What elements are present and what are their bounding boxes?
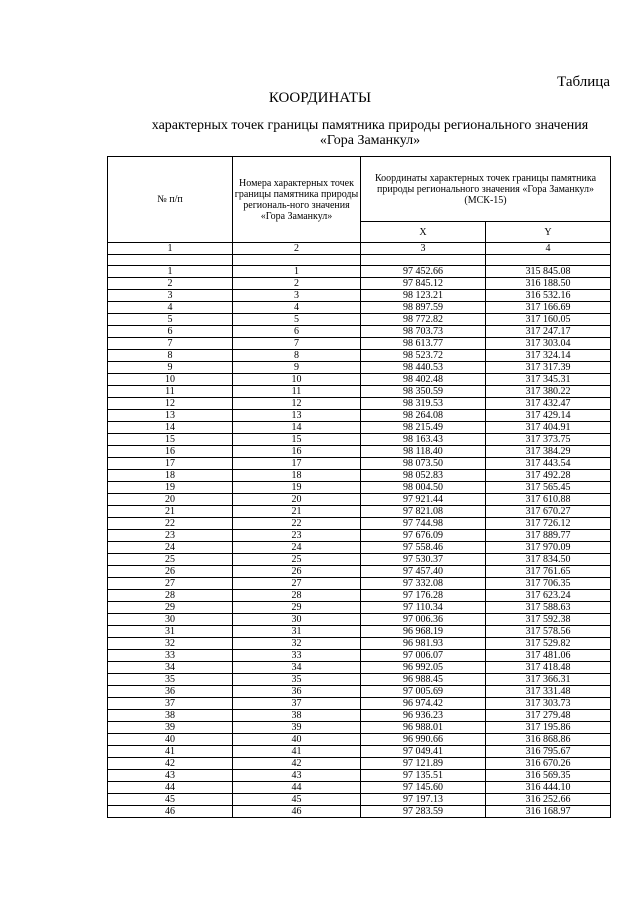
cell-point-number: 36 (233, 686, 361, 698)
cell-row-number: 1 (108, 266, 233, 278)
cell-y: 316 168.97 (486, 806, 611, 818)
cell-x: 98 264.08 (361, 410, 486, 422)
cell-point-number: 1 (233, 266, 361, 278)
cell-point-number: 7 (233, 338, 361, 350)
cell-y: 317 889.77 (486, 530, 611, 542)
cell-point-number: 8 (233, 350, 361, 362)
cell-point-number: 18 (233, 470, 361, 482)
cell-point-number: 2 (233, 278, 361, 290)
cell-point-number: 4 (233, 302, 361, 314)
cell-point-number: 32 (233, 638, 361, 650)
cell-x: 98 004.50 (361, 482, 486, 494)
cell-point-number: 21 (233, 506, 361, 518)
cell-row-number: 36 (108, 686, 233, 698)
cell-x: 96 988.45 (361, 674, 486, 686)
cell-row-number: 38 (108, 710, 233, 722)
table-row (108, 494, 611, 506)
cell-row-number: 19 (108, 482, 233, 494)
table-row (108, 374, 611, 386)
cell-x: 97 921.44 (361, 494, 486, 506)
cell-y: 315 845.08 (486, 266, 611, 278)
cell-row-number: 21 (108, 506, 233, 518)
cell-row-number: 4 (108, 302, 233, 314)
cell-point-number: 38 (233, 710, 361, 722)
document-subtitle (90, 118, 640, 148)
cell-point-number: 44 (233, 782, 361, 794)
cell-point-number: 22 (233, 518, 361, 530)
cell-row-number: 23 (108, 530, 233, 542)
cell-row-number: 26 (108, 566, 233, 578)
cell-point-number: 16 (233, 446, 361, 458)
cell-row-number: 39 (108, 722, 233, 734)
cell-row-number: 46 (108, 806, 233, 818)
table-row (108, 662, 611, 674)
cell-y: 316 532.16 (486, 290, 611, 302)
table-row (108, 278, 611, 290)
table-row (108, 710, 611, 722)
cell-x: 98 613.77 (361, 338, 486, 350)
cell-y: 317 303.04 (486, 338, 611, 350)
cell-point-number: 31 (233, 626, 361, 638)
cell-y: 317 345.31 (486, 374, 611, 386)
table-row (108, 518, 611, 530)
cell-row-number: 18 (108, 470, 233, 482)
table-row (108, 338, 611, 350)
table-row (108, 506, 611, 518)
cell-x: 96 992.05 (361, 662, 486, 674)
table-row (108, 758, 611, 770)
table-row (108, 674, 611, 686)
column-index: 4 (486, 243, 611, 255)
cell-row-number: 13 (108, 410, 233, 422)
table-row (108, 302, 611, 314)
table-row (108, 746, 611, 758)
cell-y: 317 404.91 (486, 422, 611, 434)
cell-y: 316 188.50 (486, 278, 611, 290)
cell-x: 98 523.72 (361, 350, 486, 362)
cell-y: 317 726.12 (486, 518, 611, 530)
table-row (108, 410, 611, 422)
cell-y: 317 610.88 (486, 494, 611, 506)
table-row (108, 482, 611, 494)
cell-point-number: 12 (233, 398, 361, 410)
cell-point-number: 3 (233, 290, 361, 302)
header-y: Y (486, 222, 611, 243)
cell-point-number: 34 (233, 662, 361, 674)
table-row (108, 782, 611, 794)
cell-y: 317 588.63 (486, 602, 611, 614)
table-row (108, 722, 611, 734)
cell-x: 97 558.46 (361, 542, 486, 554)
cell-row-number: 5 (108, 314, 233, 326)
table-row (108, 290, 611, 302)
cell-y: 317 565.45 (486, 482, 611, 494)
cell-x: 96 968.19 (361, 626, 486, 638)
cell-y: 317 303.73 (486, 698, 611, 710)
table-row (108, 770, 611, 782)
table-row (108, 554, 611, 566)
cell-row-number: 33 (108, 650, 233, 662)
cell-point-number: 23 (233, 530, 361, 542)
cell-row-number: 16 (108, 446, 233, 458)
cell-x: 98 073.50 (361, 458, 486, 470)
cell-point-number: 39 (233, 722, 361, 734)
cell-point-number: 5 (233, 314, 361, 326)
cell-row-number: 22 (108, 518, 233, 530)
header-row-number: № п/п (108, 157, 233, 243)
cell-y: 317 324.14 (486, 350, 611, 362)
cell-row-number: 40 (108, 734, 233, 746)
table-row (108, 794, 611, 806)
cell-y: 317 623.24 (486, 590, 611, 602)
table-row (108, 626, 611, 638)
cell-point-number: 20 (233, 494, 361, 506)
cell-x: 97 005.69 (361, 686, 486, 698)
cell-x: 97 845.12 (361, 278, 486, 290)
table-row (108, 686, 611, 698)
cell-row-number: 27 (108, 578, 233, 590)
cell-x: 97 283.59 (361, 806, 486, 818)
cell-point-number: 26 (233, 566, 361, 578)
table-row (108, 458, 611, 470)
cell-x: 97 530.37 (361, 554, 486, 566)
cell-point-number: 41 (233, 746, 361, 758)
cell-point-number: 33 (233, 650, 361, 662)
table-row (108, 434, 611, 446)
cell-x: 97 121.89 (361, 758, 486, 770)
cell-row-number: 3 (108, 290, 233, 302)
cell-row-number: 6 (108, 326, 233, 338)
cell-row-number: 11 (108, 386, 233, 398)
cell-point-number: 11 (233, 386, 361, 398)
cell-x: 98 052.83 (361, 470, 486, 482)
cell-x: 96 988.01 (361, 722, 486, 734)
cell-y: 316 670.26 (486, 758, 611, 770)
cell-x: 97 049.41 (361, 746, 486, 758)
cell-y: 317 279.48 (486, 710, 611, 722)
cell-row-number: 10 (108, 374, 233, 386)
table-row (108, 698, 611, 710)
cell-y: 317 481.06 (486, 650, 611, 662)
cell-y: 316 252.66 (486, 794, 611, 806)
cell-y: 317 373.75 (486, 434, 611, 446)
cell-y: 316 569.35 (486, 770, 611, 782)
cell-row-number: 24 (108, 542, 233, 554)
table-row (108, 314, 611, 326)
cell-y: 317 366.31 (486, 674, 611, 686)
cell-point-number: 14 (233, 422, 361, 434)
table-label: Таблица (557, 74, 610, 90)
document-title: КООРДИНАТЫ (268, 90, 372, 106)
cell-point-number: 30 (233, 614, 361, 626)
cell-row-number: 12 (108, 398, 233, 410)
cell-x: 98 319.53 (361, 398, 486, 410)
cell-x: 96 990.66 (361, 734, 486, 746)
cell-y: 316 868.86 (486, 734, 611, 746)
cell-y: 317 761.65 (486, 566, 611, 578)
table-row (108, 422, 611, 434)
table-row (108, 326, 611, 338)
cell-row-number: 41 (108, 746, 233, 758)
table-row (108, 650, 611, 662)
table-row (108, 530, 611, 542)
cell-y: 317 592.38 (486, 614, 611, 626)
cell-row-number: 37 (108, 698, 233, 710)
cell-y: 317 384.29 (486, 446, 611, 458)
column-index: 3 (361, 243, 486, 255)
cell-x: 97 110.34 (361, 602, 486, 614)
cell-y: 317 317.39 (486, 362, 611, 374)
cell-x: 97 332.08 (361, 578, 486, 590)
header-x: X (361, 222, 486, 243)
cell-row-number: 32 (108, 638, 233, 650)
cell-row-number: 43 (108, 770, 233, 782)
cell-x: 98 350.59 (361, 386, 486, 398)
header-coordinates: Координаты характерных точек границы памятника природы регионального значения «Гора Заманкул» (МСК-15) (361, 157, 611, 222)
cell-row-number: 44 (108, 782, 233, 794)
cell-x: 98 215.49 (361, 422, 486, 434)
cell-y: 317 195.86 (486, 722, 611, 734)
table-row (108, 386, 611, 398)
cell-point-number: 9 (233, 362, 361, 374)
cell-y: 317 670.27 (486, 506, 611, 518)
cell-x: 97 145.60 (361, 782, 486, 794)
cell-x: 97 006.36 (361, 614, 486, 626)
blank-row (108, 255, 611, 266)
cell-point-number: 35 (233, 674, 361, 686)
table-row (108, 578, 611, 590)
cell-row-number: 7 (108, 338, 233, 350)
cell-y: 316 795.67 (486, 746, 611, 758)
cell-x: 97 457.40 (361, 566, 486, 578)
cell-point-number: 42 (233, 758, 361, 770)
cell-point-number: 17 (233, 458, 361, 470)
cell-y: 317 247.17 (486, 326, 611, 338)
column-index: 1 (108, 243, 233, 255)
cell-row-number: 9 (108, 362, 233, 374)
cell-y: 317 443.54 (486, 458, 611, 470)
cell-point-number: 37 (233, 698, 361, 710)
cell-y: 317 492.28 (486, 470, 611, 482)
cell-x: 98 703.73 (361, 326, 486, 338)
cell-y: 317 529.82 (486, 638, 611, 650)
cell-x: 97 821.08 (361, 506, 486, 518)
cell-row-number: 34 (108, 662, 233, 674)
cell-row-number: 35 (108, 674, 233, 686)
cell-point-number: 19 (233, 482, 361, 494)
cell-x: 98 402.48 (361, 374, 486, 386)
cell-x: 97 176.28 (361, 590, 486, 602)
cell-x: 98 772.82 (361, 314, 486, 326)
cell-row-number: 17 (108, 458, 233, 470)
table-row (108, 350, 611, 362)
cell-x: 98 440.53 (361, 362, 486, 374)
table-row (108, 470, 611, 482)
cell-y: 317 418.48 (486, 662, 611, 674)
table-row (108, 614, 611, 626)
cell-x: 98 123.21 (361, 290, 486, 302)
cell-row-number: 42 (108, 758, 233, 770)
cell-y: 317 166.69 (486, 302, 611, 314)
table-row (108, 590, 611, 602)
cell-point-number: 13 (233, 410, 361, 422)
cell-point-number: 15 (233, 434, 361, 446)
cell-y: 317 429.14 (486, 410, 611, 422)
cell-y: 317 160.05 (486, 314, 611, 326)
table-row (108, 638, 611, 650)
cell-point-number: 45 (233, 794, 361, 806)
table-row (108, 806, 611, 818)
cell-row-number: 2 (108, 278, 233, 290)
cell-point-number: 10 (233, 374, 361, 386)
cell-row-number: 31 (108, 626, 233, 638)
cell-point-number: 25 (233, 554, 361, 566)
cell-x: 98 118.40 (361, 446, 486, 458)
cell-x: 97 744.98 (361, 518, 486, 530)
cell-row-number: 8 (108, 350, 233, 362)
table-row (108, 266, 611, 278)
column-index-row (108, 243, 611, 255)
table-row (108, 734, 611, 746)
table-row (108, 566, 611, 578)
cell-row-number: 45 (108, 794, 233, 806)
cell-row-number: 29 (108, 602, 233, 614)
cell-y: 317 578.56 (486, 626, 611, 638)
cell-point-number: 43 (233, 770, 361, 782)
cell-x: 98 163.43 (361, 434, 486, 446)
table-body (108, 266, 611, 818)
cell-x: 97 676.09 (361, 530, 486, 542)
cell-row-number: 30 (108, 614, 233, 626)
subtitle-line-2: «Гора Заманкул» (319, 133, 421, 148)
cell-row-number: 15 (108, 434, 233, 446)
table-row (108, 362, 611, 374)
table-row (108, 398, 611, 410)
cell-row-number: 25 (108, 554, 233, 566)
cell-x: 97 452.66 (361, 266, 486, 278)
cell-row-number: 28 (108, 590, 233, 602)
cell-y: 317 834.50 (486, 554, 611, 566)
cell-x: 98 897.59 (361, 302, 486, 314)
cell-y: 317 331.48 (486, 686, 611, 698)
cell-point-number: 6 (233, 326, 361, 338)
cell-y: 317 970.09 (486, 542, 611, 554)
cell-point-number: 24 (233, 542, 361, 554)
cell-y: 317 380.22 (486, 386, 611, 398)
cell-point-number: 28 (233, 590, 361, 602)
cell-x: 96 974.42 (361, 698, 486, 710)
cell-y: 316 444.10 (486, 782, 611, 794)
cell-x: 97 197.13 (361, 794, 486, 806)
cell-x: 97 006.07 (361, 650, 486, 662)
cell-point-number: 27 (233, 578, 361, 590)
cell-y: 317 432.47 (486, 398, 611, 410)
subtitle-line-1: характерных точек границы памятника природы регионального значения (151, 118, 589, 133)
table-row (108, 602, 611, 614)
cell-x: 96 981.93 (361, 638, 486, 650)
cell-row-number: 14 (108, 422, 233, 434)
header-point-number: Номера характерных точек границы памятника природы региональ-ного значения «Гора Заманкул» (233, 157, 361, 243)
table-row (108, 542, 611, 554)
table-row (108, 446, 611, 458)
coordinates-table (107, 156, 611, 818)
cell-x: 97 135.51 (361, 770, 486, 782)
cell-point-number: 40 (233, 734, 361, 746)
cell-x: 96 936.23 (361, 710, 486, 722)
column-index: 2 (233, 243, 361, 255)
cell-point-number: 29 (233, 602, 361, 614)
cell-point-number: 46 (233, 806, 361, 818)
cell-row-number: 20 (108, 494, 233, 506)
cell-y: 317 706.35 (486, 578, 611, 590)
